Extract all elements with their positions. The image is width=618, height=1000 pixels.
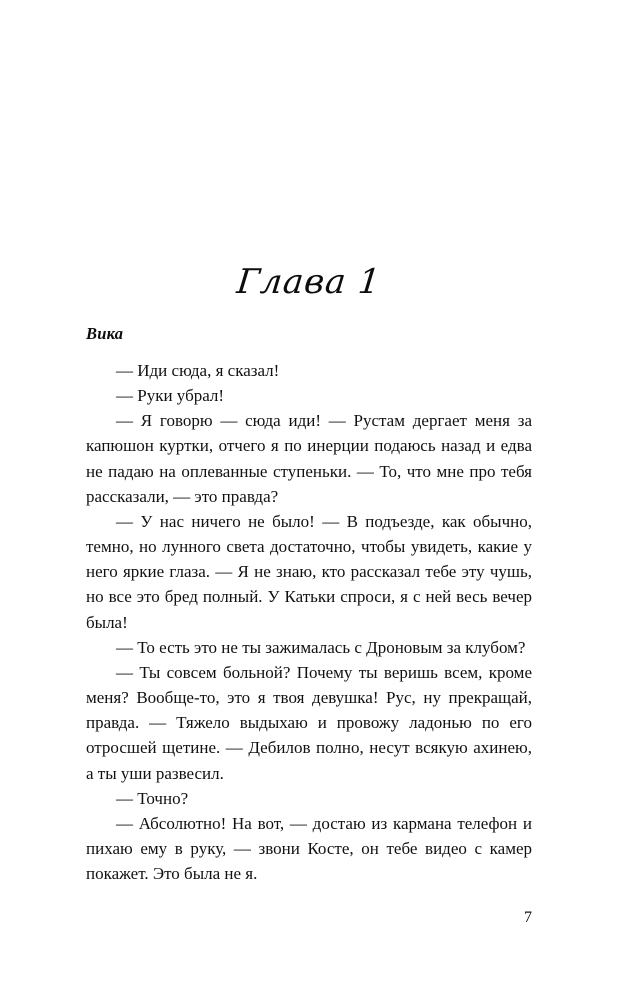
paragraph: — Иди сюда, я сказал! <box>116 361 280 380</box>
paragraph: — Точно? <box>116 788 189 808</box>
paragraph: — Абсолютно! На вот, — достаю из кармана телефон и пихаю ему в руку, — звони Косте, он тебе видео с камер покажет. Это была не я. <box>86 813 532 884</box>
chapter-title: Глава 1 <box>234 262 384 302</box>
paragraph: — У нас ничего не было! — В подъезде, как обычно, темно, но лунного света достаточно, чтобы увидеть, какие у него яркие глаза. — Я не знаю, кто рассказал тебе эту чушь, но все это бред полный. У Катьки спроси, я с ней весь вечер была! <box>86 511 532 632</box>
paragraph: — То есть это не ты зажималась с Дроновым за клубом? <box>116 637 526 657</box>
paragraph: — Руки убрал! <box>116 386 225 406</box>
paragraph: — Ты совсем больной? Почему ты веришь всем, кроме меня? Вообще-то, это я твоя девушка! Рус, ну прекращай, правда. — Тяжело выдыхаю и провожу ладонью по его отросшей щетине. — Дебилов полно, несут всякую ахинею, а ты уши развесил. <box>86 662 532 783</box>
pov-character-name: Вика <box>86 324 124 343</box>
page-content <box>86 262 532 926</box>
paragraph: — Я говорю — сюда иди! — Рустам дергает меня за капюшон куртки, отчего я по инерции подаюсь назад и едва не падаю на оплеванные ступеньки. — То, что мне про тебя рассказали, — это правда? <box>86 411 532 506</box>
body-text <box>86 358 532 886</box>
page-number: 7 <box>524 909 532 926</box>
